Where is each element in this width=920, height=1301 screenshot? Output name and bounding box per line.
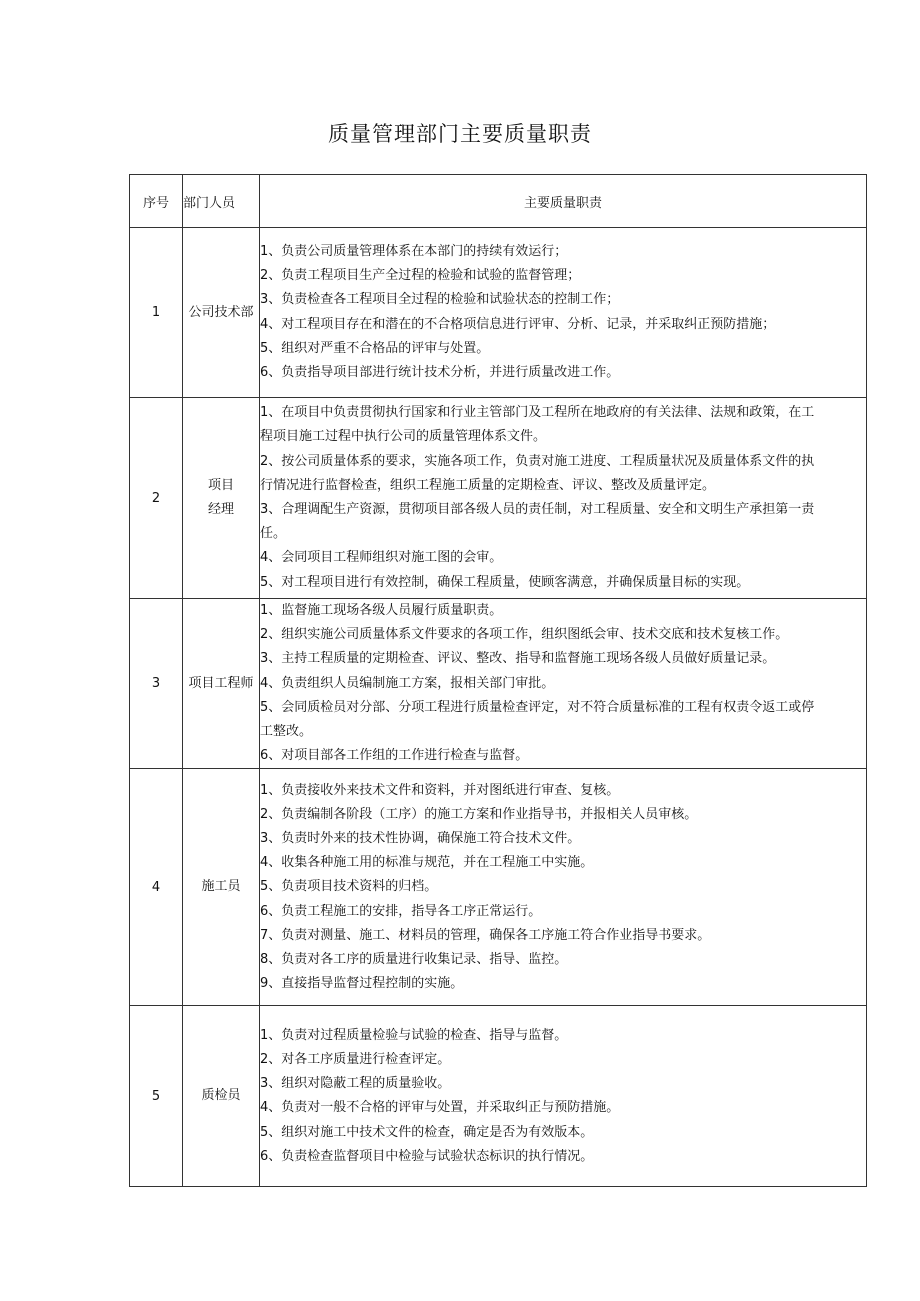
duty-line: 4、收集各种施工用的标准与规范，并在工程施工中实施。 <box>260 855 594 871</box>
row-duties <box>260 228 867 398</box>
duty-line: 3、主持工程质量的定期检查、评议、整改、指导和监督施工现场各级人员做好质量记录。 <box>260 651 776 667</box>
row-duties <box>260 1006 867 1187</box>
duty-line: 3、组织对隐蔽工程的质量验收。 <box>260 1076 451 1092</box>
duty-line: 5、会同质检员对分部、分项工程进行质量检查评定，对不符合质量标准的工程有权责令返工或停 <box>260 699 815 715</box>
table-row <box>130 398 867 599</box>
duty-line: 工整改。 <box>260 724 313 740</box>
table-row <box>130 1006 867 1187</box>
table-row <box>130 769 867 1006</box>
header-role: 部门人员 <box>183 175 260 228</box>
duty-line: 3、负责时外来的技术性协调，确保施工符合技术文件。 <box>260 830 581 846</box>
duty-line: 4、负责对一般不合格的评审与处置，并采取纠正与预防措施。 <box>260 1100 620 1116</box>
row-role <box>183 599 260 769</box>
duty-line: 2、负责工程项目生产全过程的检验和试验的监督管理； <box>260 268 581 284</box>
duties-table <box>129 174 867 1187</box>
duty-line: 7、负责对测量、施工、材料员的管理，确保各工序施工符合作业指导书要求。 <box>260 927 711 943</box>
role-line: 项目工程师 <box>188 675 254 691</box>
duty-line: 2、对各工序质量进行检查评定。 <box>260 1052 451 1068</box>
duty-line: 4、负责组织人员编制施工方案，报相关部门审批。 <box>260 675 555 691</box>
table-row <box>130 599 867 769</box>
row-duties <box>260 769 867 1006</box>
row-duties <box>260 599 867 769</box>
duty-line: 2、按公司质量体系的要求，实施各项工作，负责对施工进度、工程质量状况及质量体系文件的执 <box>260 453 815 469</box>
duty-line: 6、负责指导项目部进行统计技术分析，并进行质量改进工作。 <box>260 364 620 380</box>
duty-line: 2、组织实施公司质量体系文件要求的各项工作，组织图纸会审、技术交底和技术复核工作。 <box>260 627 789 643</box>
row-number: 3 <box>130 599 183 769</box>
duty-line: 任。 <box>260 526 287 542</box>
row-role <box>183 1006 260 1187</box>
duty-line: 2、负责编制各阶段（工序）的施工方案和作业指导书，并报相关人员审核。 <box>260 806 698 822</box>
header-duties: 主要质量职责 <box>260 175 867 228</box>
duty-line: 8、负责对各工序的质量进行收集记录、指导、监控。 <box>260 951 568 967</box>
duty-line: 1、监督施工现场各级人员履行质量职责。 <box>260 603 503 618</box>
duty-line: 3、负责检查各工程项目全过程的检验和试验状态的控制工作； <box>260 292 620 308</box>
duty-line: 程项目施工过程中执行公司的质量管理体系文件。 <box>260 429 547 445</box>
table-row <box>130 228 867 398</box>
row-number: 5 <box>130 1006 183 1187</box>
duty-line: 1、负责对过程质量检验与试验的检查、指导与监督。 <box>260 1027 568 1043</box>
duty-line: 1、在项目中负责贯彻执行国家和行业主管部门及工程所在地政府的有关法律、法规和政策，在工 <box>260 405 815 421</box>
page-title: 质量管理部门主要质量职责 <box>328 122 592 146</box>
duty-line: 6、负责工程施工的安排，指导各工序正常运行。 <box>260 903 542 919</box>
duty-line: 1、负责公司质量管理体系在本部门的持续有效运行； <box>260 243 568 259</box>
duty-line: 6、负责检查监督项目中检验与试验状态标识的执行情况。 <box>260 1148 594 1164</box>
role-line: 经理 <box>207 502 234 517</box>
row-duties <box>260 398 867 599</box>
table-header-row <box>130 175 867 228</box>
row-number: 2 <box>130 398 183 599</box>
duty-line: 5、组织对严重不合格品的评审与处置。 <box>260 340 490 356</box>
duty-line: 9、直接指导监督过程控制的实施。 <box>260 976 464 992</box>
role-line: 施工员 <box>201 879 241 895</box>
header-no: 序号 <box>130 175 183 228</box>
duty-line: 3、合理调配生产资源，贯彻项目部各级人员的责任制，对工程质量、安全和文明生产承担第一责 <box>260 502 815 517</box>
duty-line: 5、负责项目技术资料的归档。 <box>260 879 438 895</box>
duty-line: 4、会同项目工程师组织对施工图的会审。 <box>260 550 503 566</box>
row-role <box>183 398 260 599</box>
row-number: 4 <box>130 769 183 1006</box>
row-role <box>183 769 260 1006</box>
duty-line: 5、对工程项目进行有效控制，确保工程质量，使顾客满意，并确保质量目标的实现。 <box>260 574 750 590</box>
row-role <box>183 228 260 398</box>
row-number: 1 <box>130 228 183 398</box>
role-line: 公司技术部 <box>188 304 254 320</box>
duty-line: 6、对项目部各工作组的工作进行检查与监督。 <box>260 748 529 764</box>
duty-line: 4、对工程项目存在和潜在的不合格项信息进行评审、分析、记录，并采取纠正预防措施； <box>260 316 776 332</box>
role-line: 项目 <box>207 478 234 493</box>
duty-line: 1、负责接收外来技术文件和资料，并对图纸进行审查、复核。 <box>260 782 620 798</box>
duty-line: 行情况进行监督检查，组织工程施工质量的定期检查、评议、整改及质量评定。 <box>260 477 716 493</box>
role-line: 质检员 <box>201 1088 241 1104</box>
duty-line: 5、组织对施工中技术文件的检查，确定是否为有效版本。 <box>260 1124 594 1140</box>
